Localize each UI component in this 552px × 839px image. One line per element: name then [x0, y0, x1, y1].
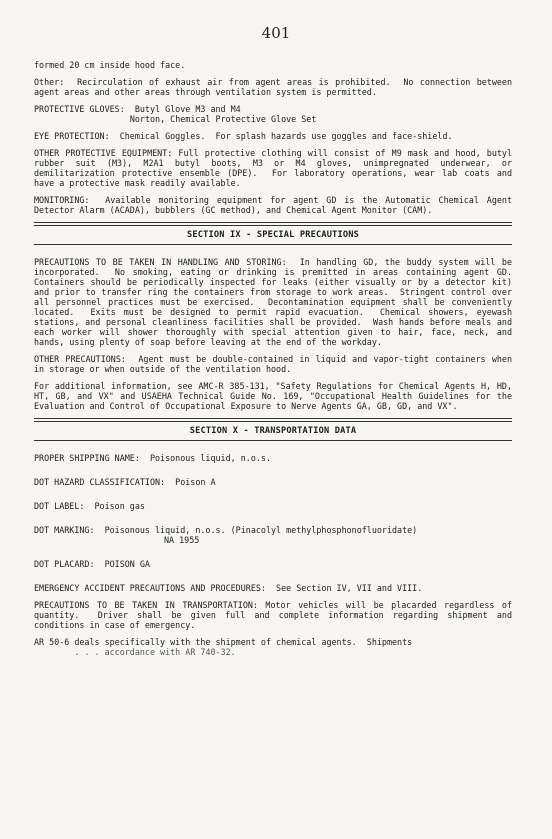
- dot-placard-text: DOT PLACARD: POISON GA: [34, 559, 150, 569]
- section-ix-title: SECTION IX - SPECIAL PRECAUTIONS: [187, 230, 359, 240]
- dot-marking-na-number: NA 1955: [164, 535, 200, 545]
- ar-note-cutoff-line: . . . accordance with AR 740-32.: [34, 647, 236, 657]
- page-content: [34, 60, 523, 664]
- other-precautions-text: OTHER PRECAUTIONS: Agent must be double-contained in liquid and vapor-tight containers when in storage or when outside of the ventilation hood.: [34, 354, 518, 374]
- section-x-title: SECTION X - TRANSPORTATION DATA: [189, 426, 357, 436]
- page-number: 401: [261, 24, 291, 42]
- dot-marking-text: DOT MARKING: Poisonous liquid, n.o.s. (Pinacolyl methylphosphonofluoridate): [34, 525, 418, 535]
- section-x-bottom-rule: [34, 440, 512, 441]
- proper-shipping-name-text: PROPER SHIPPING NAME: Poisonous liquid, n.o.s.: [34, 453, 271, 463]
- dot-hazard-classification-text: DOT HAZARD CLASSIFICATION: Poison A: [34, 477, 216, 487]
- eye-protection-text: EYE PROTECTION: Chemical Goggles. For splash hazards use goggles and face-shield.: [34, 131, 453, 141]
- monitoring-text: MONITORING: Available monitoring equipment for agent GD is the Automatic Chemical Agent Detector Alarm (ACADA), bubblers (GC method), and Chemical Agent Monitor (CAM).: [34, 195, 518, 215]
- emergency-procedures-text: EMERGENCY ACCIDENT PRECAUTIONS AND PROCEDURES: See Section IV, VII and VIII.: [34, 583, 423, 593]
- section-ix-bottom-rule: [34, 244, 512, 245]
- protective-gloves-text: PROTECTIVE GLOVES: Butyl Glove M3 and M4 Norton, Chemical Protective Glove Set: [34, 104, 317, 124]
- other-protective-equipment-text: OTHER PROTECTIVE EQUIPMENT: Full protective clothing will consist of M9 mask and hood, butyl rubber suit (M3), M2A1 butyl boots, M3 or M4 gloves, unimpregnated underwear, or demilitarization protective ensemble (DPE). For laboratory operations, wear lab coats and have a protective mask readily available.: [34, 148, 518, 188]
- additional-information-text: For additional information, see AMC-R 385-131, "Safety Regulations for Chemical Agents H, HD, HT, GB, and VX" and USAEHA Technical Guide No. 169, "Occupational Health Guidelines for the Evaluation and Control of Occupational Exposure to Nerve Agents GA, GB, GD, and VX".: [34, 381, 518, 411]
- handling-storing-text: PRECAUTIONS TO BE TAKEN IN HANDLING AND STORING: In handling GD, the buddy system will be incorporated. No smoking, eating or drinking is premitted in areas containing agent GD. Containers should be periodically inspected for leaks (either visually or by a detector kit) and prior to transfer ring the containers from storage to work areas. Stringent control over all personnel practices must be exercised. Decontamination equipment shall be conveniently located. Exits must be designed to permit rapid evacuation. Chemical showers, eyewash stations, and personal cleanliness facilities shall be provided. Wash hands before meals and each worker will shower thoroughly with special attention given to hair, face, neck, and hands, using plenty of soap before leaving at the end of the workday.: [34, 257, 523, 347]
- section-x-top-rule: [34, 418, 512, 419]
- section-ix-top-rule: [34, 222, 512, 223]
- section-ix-header: [34, 222, 512, 245]
- transport-precautions-text: PRECAUTIONS TO BE TAKEN IN TRANSPORTATION: Motor vehicles will be placarded regardless of quantity. Driver shall be given full and complete information regarding shipment and conditions in case of emergency.: [34, 600, 518, 630]
- ar-50-6-note: AR 50-6 deals specifically with the shipment of chemical agents. Shipments: [34, 637, 413, 647]
- dot-label-text: DOT LABEL: Poison gas: [34, 501, 145, 511]
- section-x-header: [34, 418, 512, 441]
- hood-face-text: formed 20 cm inside hood face.: [34, 60, 186, 70]
- recirculation-text: Other: Recirculation of exhaust air from agent areas is prohibited. No connection between agent areas and other areas through ventilation system is permitted.: [34, 77, 518, 97]
